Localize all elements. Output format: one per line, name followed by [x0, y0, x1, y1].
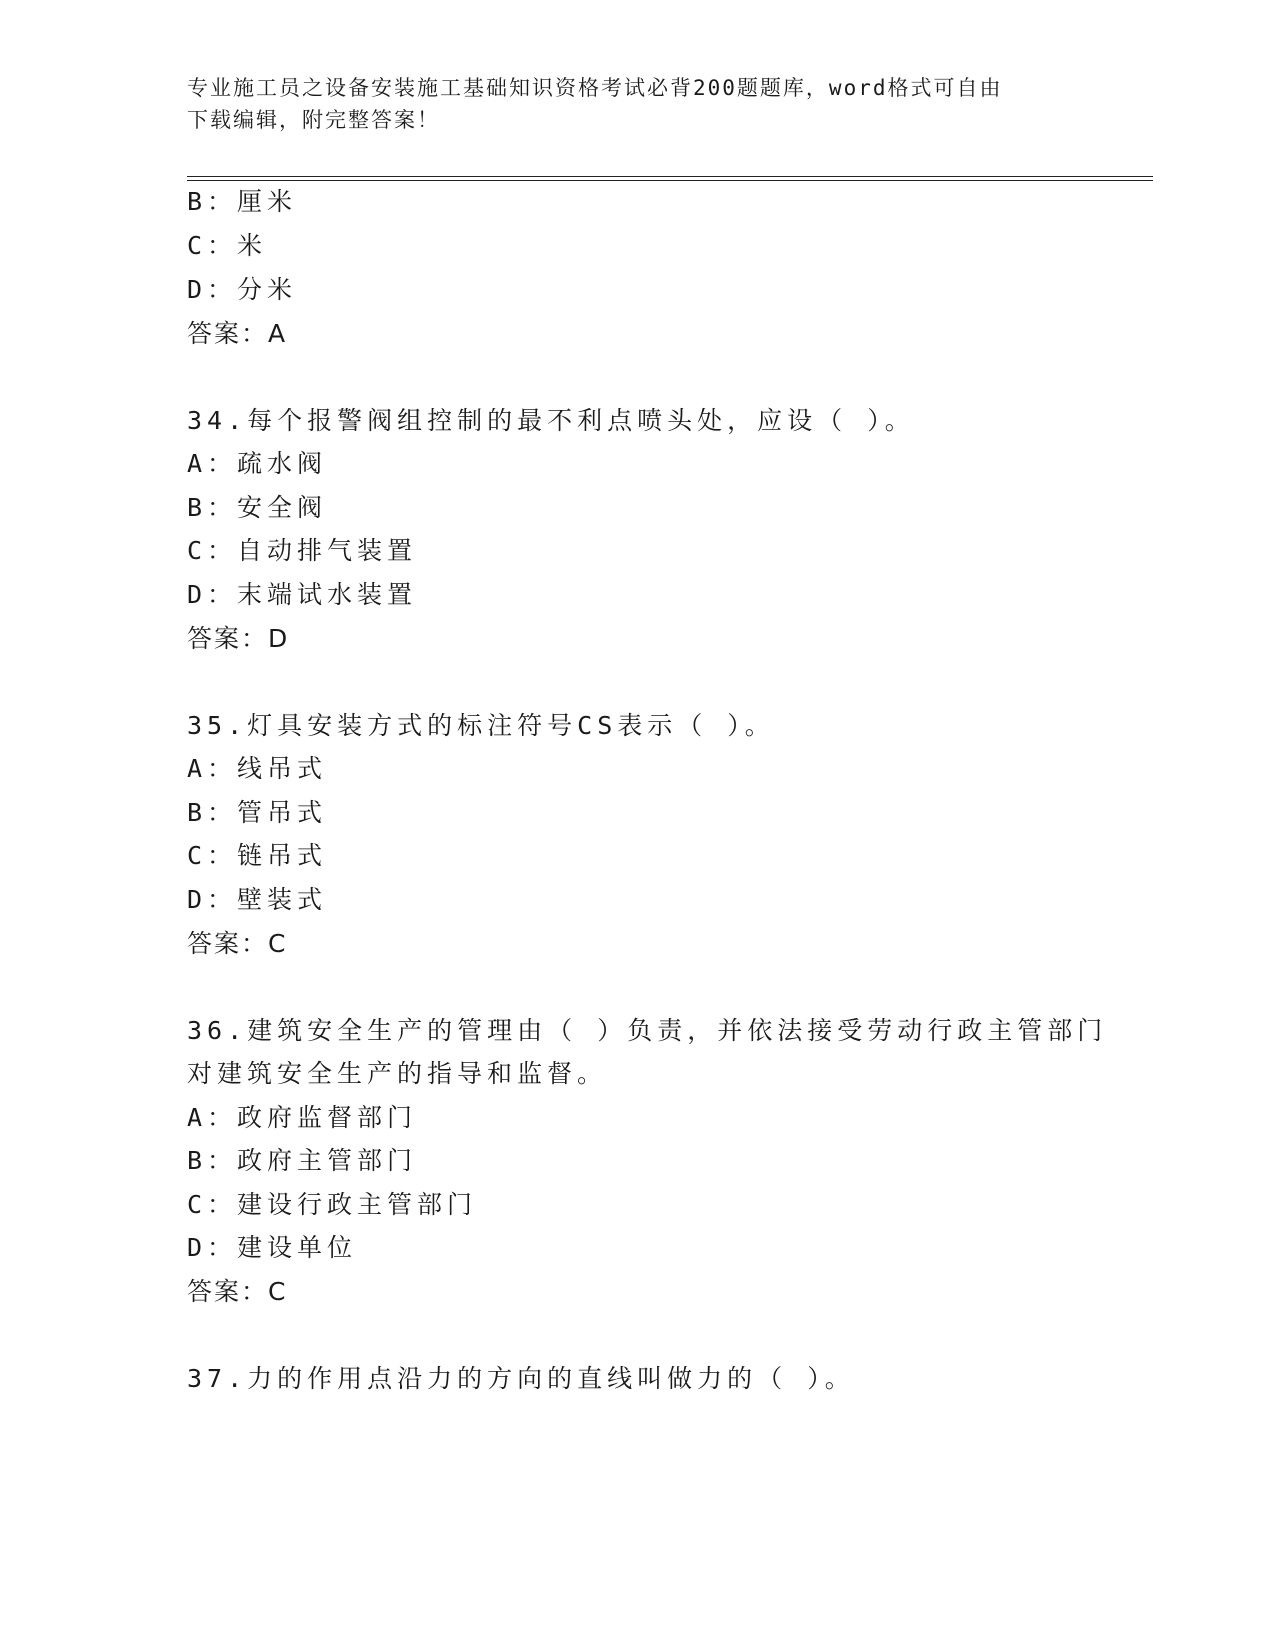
question-stem: 34.每个报警阀组控制的最不利点喷头处，应设（ ）。: [187, 406, 915, 435]
question-stem: 37.力的作用点沿力的方向的直线叫做力的（ ）。: [187, 1364, 855, 1393]
option-c: C：建设行政主管部门: [187, 1190, 478, 1219]
option-d: D：壁装式: [187, 885, 328, 914]
answer: 答案：A: [187, 319, 288, 348]
option-b: B：厘米: [187, 187, 298, 216]
answer: 答案：C: [187, 1277, 288, 1306]
document-header: [187, 72, 1087, 136]
option-b: B：政府主管部门: [187, 1146, 418, 1175]
option-c: C：链吊式: [187, 841, 328, 870]
option-a: A：疏水阀: [187, 449, 328, 478]
question-stem: 36.建筑安全生产的管理由（ ）负责，并依法接受劳动行政主管部门: [187, 1016, 1108, 1045]
option-c: C：自动排气装置: [187, 536, 418, 565]
header-line-2: 下载编辑，附完整答案！: [187, 108, 440, 132]
option-d: D：分米: [187, 275, 298, 304]
answer: 答案：C: [187, 929, 288, 958]
option-a: A：线吊式: [187, 754, 328, 783]
option-d: D：建设单位: [187, 1233, 358, 1262]
option-d: D：末端试水装置: [187, 580, 418, 609]
option-b: B：安全阀: [187, 493, 328, 522]
option-b: B：管吊式: [187, 798, 328, 827]
header-line-1: 专业施工员之设备安装施工基础知识资格考试必背200题题库，word格式可自由: [187, 76, 1003, 100]
header-divider: [187, 176, 1153, 181]
option-c: C：米: [187, 231, 268, 260]
question-stem: 35.灯具安装方式的标注符号CS表示（ ）。: [187, 711, 775, 740]
question-stem-continued: 对建筑安全生产的指导和监督。: [187, 1059, 608, 1088]
option-a: A：政府监督部门: [187, 1103, 418, 1132]
answer: 答案：D: [187, 624, 290, 653]
